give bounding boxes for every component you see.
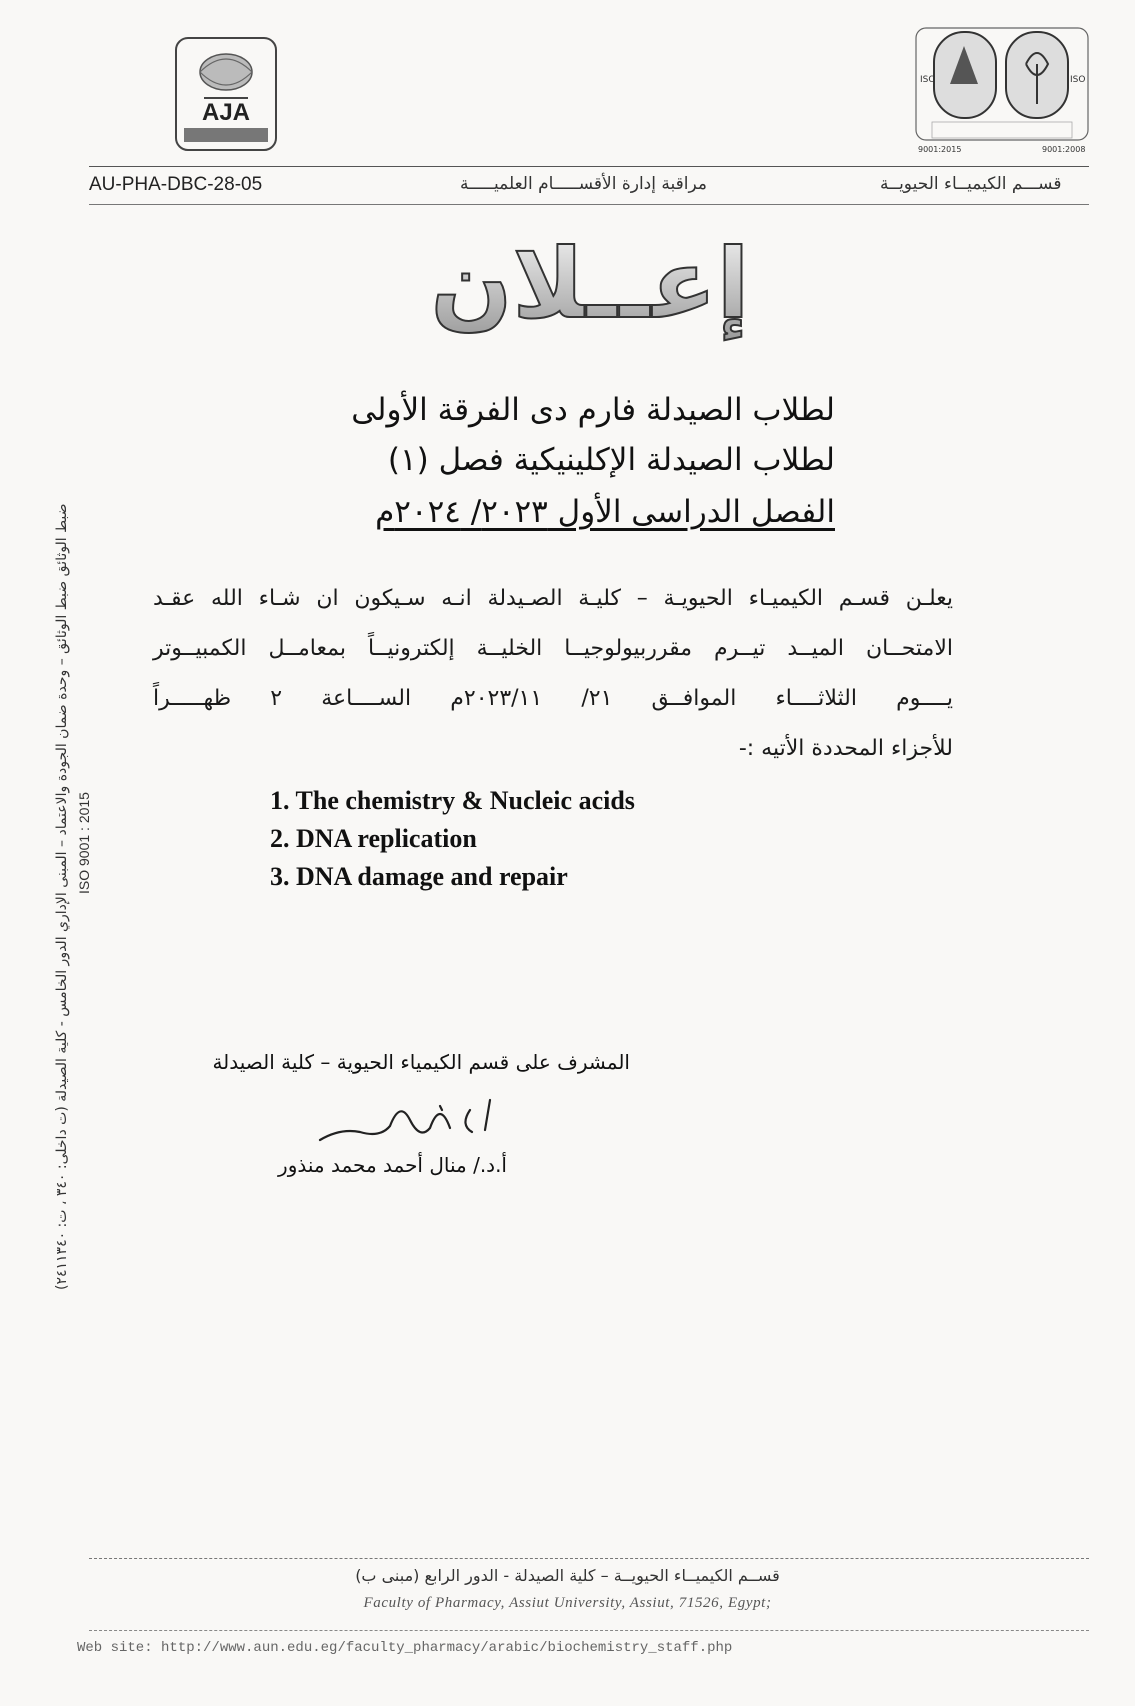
seal-code-left: 9001:2015 <box>918 145 962 154</box>
iso-label-right: ISO <box>1070 75 1086 85</box>
header-top-rule <box>89 166 1089 167</box>
announcement-title-text: إعــلان <box>430 235 750 340</box>
department-header: قســـم الكيميــاء الحيويــة <box>880 174 1062 194</box>
footer-website-link[interactable]: Web site: http://www.aun.edu.eg/faculty_pharmacy/arabic/biochemistry_staff.php <box>77 1640 733 1656</box>
university-seals <box>912 24 1092 168</box>
footer-top-rule <box>89 1558 1089 1559</box>
seal-code-right: 9001:2008 <box>1042 145 1086 154</box>
footer-english: Faculty of Pharmacy, Assiut University, Assiut, 71526, Egypt; <box>363 1595 772 1611</box>
supervisor-title: المشرف على قسم الكيمياء الحيوية – كلية الصيدلة <box>212 1050 630 1074</box>
document-code: AU-PHA-DBC-28-05 <box>89 174 263 195</box>
addressee-line-1: لطلاب الصيدلة فارم دى الفرقة الأولى <box>351 392 835 428</box>
body-line-1: يعلـن قسـم الكيميـاء الحيويـة – كليـة الصـيدلة انـه سـيكون ان شـاء الله عقـد <box>153 586 953 611</box>
body-line-2: الامتحــان الميــد تيــرم مقرربيولوجيــا الخليــة إلكترونيــاً بمعامــل الكمبيــوتر <box>153 636 953 661</box>
topics-list <box>270 786 635 900</box>
monitor-label: مراقبة إدارة الأقســـــام العلميـــــة <box>460 174 707 194</box>
side-iso-text: ISO 9001 : 2015 <box>76 792 92 894</box>
signer-name: أ.د./ منال أحمد محمد منذور <box>278 1153 507 1177</box>
aja-logo <box>174 36 278 152</box>
header-bottom-rule <box>89 204 1089 205</box>
topic-item: 2. DNA replication <box>270 824 477 853</box>
body-line-3: يــــوم الثلاثــــاء الموافــق ٢١/ ٢٠٢٣/١١م الســــاعة ٢ ظهـــــراً <box>153 686 954 711</box>
topic-item: 3. DNA damage and repair <box>270 862 568 891</box>
announcement-title <box>330 235 850 345</box>
footer-arabic: قســم الكيميــاء الحيويــة – كلية الصيدلة - الدور الرابع (مبنى ب) <box>355 1566 780 1585</box>
semester-line: الفصل الدراسى الأول ٢٠٢٣/ ٢٠٢٤م <box>375 494 835 530</box>
topic-item: 1. The chemistry & Nucleic acids <box>270 786 635 815</box>
side-stamp-text: ضبط الوثائق ضبط الوثائق – وحدة ضمان الجودة والاعتماد – المبنى الإداري الدور الخامس - كلية الصيدلة (ت داخلى: ٣٤٠ ، ت: ٢٤١١٣٤٠) <box>54 503 70 1290</box>
body-line-4: للأجزاء المحددة الأتيه :- <box>738 736 953 761</box>
aja-logo-text: AJA <box>201 99 251 126</box>
handwritten-signature <box>290 1080 540 1160</box>
footer-bottom-rule <box>89 1630 1089 1631</box>
iso-label-left: ISO <box>920 75 936 85</box>
addressee-line-2: لطلاب الصيدلة الإكلينيكية فصل (١) <box>387 442 835 478</box>
